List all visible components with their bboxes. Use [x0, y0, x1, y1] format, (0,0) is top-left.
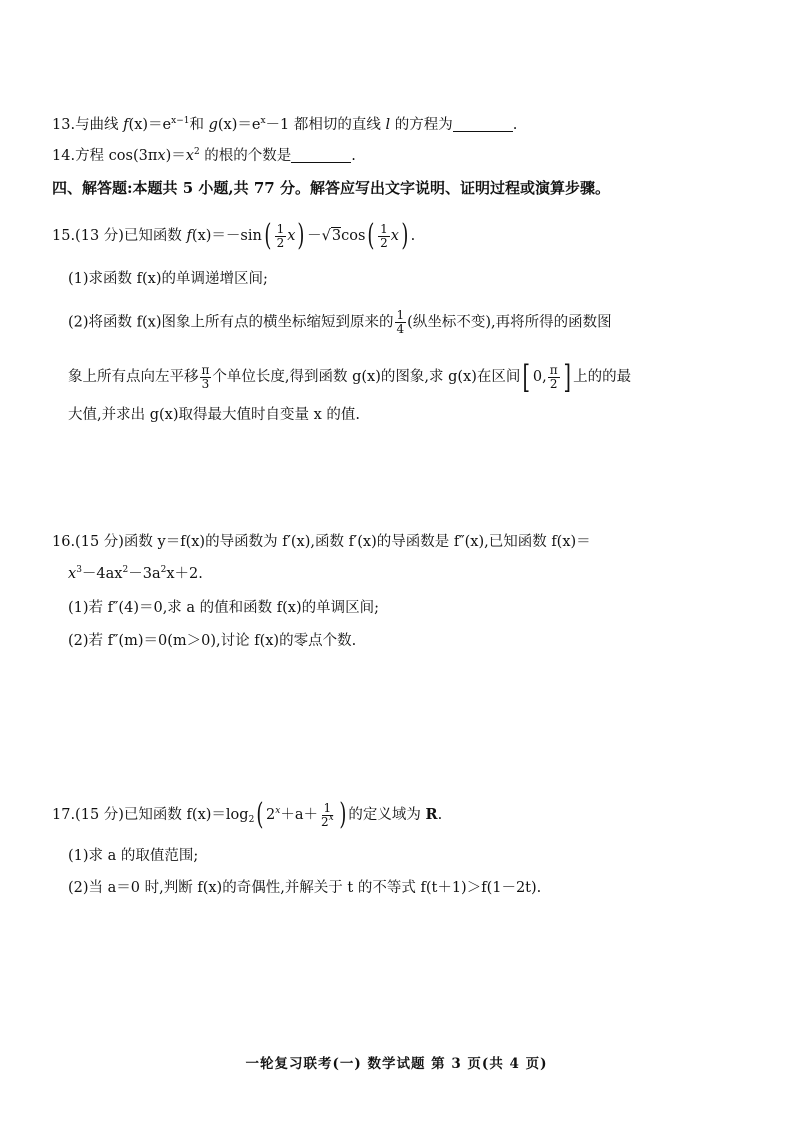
- question-15-part1: (1)求函数 f(x)的单调递增区间;: [68, 271, 268, 287]
- question-16-part1: (1)若 f″(4)＝0,求 a 的值和函数 f(x)的单调区间;: [68, 600, 380, 616]
- question-16: 16.(15 分)函数 y＝f(x)的导函数为 f′(x),函数 f′(x)的导函数是 f″(x),已知函数 f(x)＝: [52, 534, 591, 550]
- question-16-cont: $x^3-4ax^2-3a^2x+2$.: [68, 565, 203, 582]
- fraction: $\frac{1}{2^x}$: [320, 800, 334, 829]
- sqrt-symbol: √3: [321, 228, 342, 244]
- question-13: 13.与曲线 $f(x)=e^{x-1}$和 $g(x)=e^x-1$ 都相切的直线 l 的方程为 .: [52, 116, 518, 133]
- question-15: 15.(13 分)已知函数 f(x)＝－sin( $\frac{1}{2}$ x) －√3cos( $\frac{1}{2}$ x) .: [52, 218, 416, 253]
- fraction: $\frac{1}{2}$: [380, 221, 388, 250]
- section-heading: 四、解答题:本题共 5 小题,共 77 分。解答应写出文字说明、证明过程或演算步骤。: [52, 179, 610, 197]
- question-17-part2: (2)当 a＝0 时,判断 f(x)的奇偶性,并解关于 t 的不等式 f(t＋1)＞f(1－2t).: [68, 880, 542, 896]
- question-15-part2: (2)将函数 f(x)图象上所有点的横坐标缩短到原来的 $\frac{1}{4}$ (纵坐标不变),再将所得的函数图: [68, 308, 612, 336]
- question-17-part1: (1)求 a 的取值范围;: [68, 848, 199, 864]
- question-16-part2: (2)若 f″(m)＝0(m＞0),讨论 f(x)的零点个数.: [68, 633, 357, 649]
- fraction: $\frac{1}{4}$: [396, 308, 405, 336]
- question-15-part2-end: 大值,并求出 g(x)取得最大值时自变量 x 的值.: [68, 407, 360, 423]
- question-14: 14.方程 $\cos(3\pi x)=x^2$ 的根的个数是 .: [52, 147, 356, 164]
- page-footer: 一轮复习联考(一) 数学试题 第 3 页(共 4 页): [245, 1056, 548, 1072]
- answer-blank-13[interactable]: [453, 117, 513, 132]
- answer-blank-14[interactable]: [291, 148, 351, 163]
- fraction: $\frac{\pi}{3}$: [201, 362, 210, 391]
- question-17: 17.(15 分)已知函数 $f(x)=\log_2$( $2^x+a+$ $\frac{1}{2^x}$ ) 的定义域为 R.: [52, 797, 443, 832]
- fraction: $\frac{\pi}{2}$: [549, 362, 558, 391]
- fraction: $\frac{1}{2}$: [276, 221, 285, 250]
- question-15-part2-cont: 象上所有点向左平移 $\frac{\pi}{3}$ 个单位长度,得到函数 g(x)的图象,求 g(x)在区间[ 0, $\frac{\pi}{2}$ ] 上的的最: [68, 358, 632, 396]
